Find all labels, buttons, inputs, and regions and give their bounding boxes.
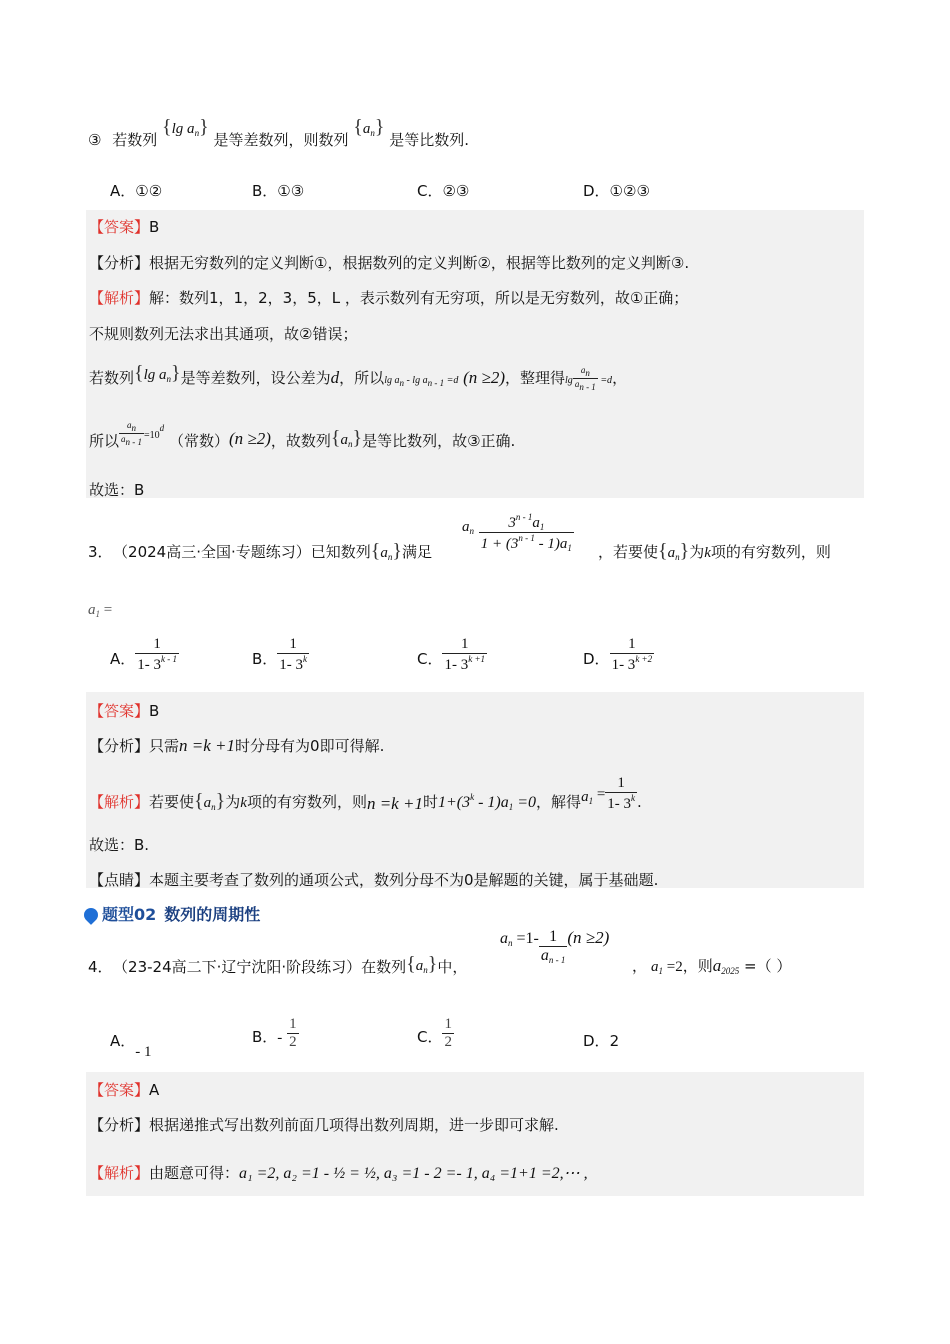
location-pin-icon — [81, 905, 101, 925]
q3-solution: 【解析】若要使$\{a_n\}$为k项的有穷数列，则n =k +1时$1+(3^k - 1)a_1 =0$，解得$a_1$ = $\frac{1}{1- 3^k}$ . — [89, 775, 642, 813]
q3-answer: 【答案】B — [89, 702, 160, 720]
option-d: D． $\frac{1}{1- 3^{k +2}}$ — [583, 636, 653, 673]
section-heading: 题型02 数列的周期性 — [84, 902, 260, 925]
q2-solution-line2: 不规则数列无法求出其通项，故②错误； — [89, 325, 358, 343]
option-a: A． $\frac{1}{1- 3^{k - 1}}$ — [110, 636, 178, 673]
q3-stem-tail: ，若要使$\{a_n\}$为k项的有穷数列，则 — [598, 540, 831, 562]
q4-recurrence: $a_n =1-$ $\frac{1}{a_{n - 1}}$ (n ≥2) — [500, 928, 610, 965]
option-d: D．①②③ — [583, 182, 650, 200]
q4-answer: 【答案】A — [89, 1081, 160, 1099]
option-b: B．①③ — [252, 182, 305, 200]
q4-solution: 【解析】由题意可得：a₁ =2, a₂ =1 - ½ = ½, a₃ =1 - 2 =- 1, a₄ =1+1 =2,⋯ , — [89, 1164, 588, 1182]
option-c: C． $\frac{1}{2}$ — [417, 1016, 452, 1050]
q2-solution-line3: 若数列{lg $a_n$}是等差数列，设公差为d，所以lg an - lg an - 1 =d (n ≥2)，整理得lg $\frac{an}{an - 1}$ =d， — [89, 362, 628, 392]
answer-tag: 【答案】 — [89, 702, 150, 720]
q4-stem-tail: ， $a_1 =2$，则$a_{2025}$ =（ ） — [632, 956, 792, 976]
q2-choose: 故选：B — [89, 481, 145, 499]
answer-tag: 【答案】 — [89, 218, 150, 236]
q2-solution-line1: 【解析】解：数列1，1，2，3，5，L ，表示数列有无穷项，所以是无穷数列，故①正确； — [89, 289, 689, 307]
option-b: B． $\frac{1}{1- 3^k}$ — [252, 636, 308, 673]
q4-stem: 4． （23-24高二下·辽宁沈阳·阶段练习）在数列$\{a_n\}$中， — [88, 953, 468, 976]
q3-formula: $a_n$ $\frac{3^{n - 1}a_1}{1 + (3^{n - 1} - 1)a_1}$ — [462, 512, 572, 553]
option-a: A．①② — [110, 182, 163, 200]
circled-number: ③ — [88, 131, 102, 149]
option-a: A．- 1 — [110, 1032, 152, 1060]
lg-an: $\lg a_n$ — [171, 121, 200, 138]
q2-solution-line4: 所以 $\frac{an}{an - 1}$ =10d （常数）(n ≥2)，故数列$\{a_n\}$是等比数列，故③正确. — [89, 420, 516, 450]
analysis-tag: 【分析】 — [89, 254, 150, 272]
q3-comment: 【点睛】本题主要考查了数列的通项公式，数列分母不为0是解题的关键，属于基础题. — [89, 871, 659, 889]
q3-analysis: 【分析】只需n =k +1时分母有为0即可得解. — [89, 736, 385, 755]
q3-stem: 3． （2024高三·全国·专题练习）已知数列$\{a_n\}$满足 — [88, 540, 432, 562]
q2-answer: 【答案】B — [89, 218, 160, 236]
option-d: D．2 — [583, 1032, 620, 1050]
q3-a1: $a_1$ = — [88, 602, 113, 619]
option-c: C． $\frac{1}{1- 3^{k +1}}$ — [417, 636, 486, 673]
option-b: B．- $\frac{1}{2}$ — [252, 1016, 297, 1050]
q4-analysis: 【分析】根据递推式写出数列前面几项得出数列周期，进一步即可求解. — [89, 1116, 559, 1134]
solution-tag: 【解析】 — [89, 289, 150, 307]
answer-tag: 【答案】 — [89, 1081, 150, 1099]
q2-item3: ③ 若数列 {lg $a_n$} 是等差数列，则数列 $\{a_n\}$ 是等比数列. — [88, 116, 470, 149]
option-c: C．②③ — [417, 182, 470, 200]
solution-tag: 【解析】 — [89, 792, 150, 811]
solution-tag: 【解析】 — [89, 1164, 150, 1182]
q3-choose: 故选：B. — [89, 836, 150, 854]
q2-analysis: 【分析】根据无穷数列的定义判断①，根据数列的定义判断②，根据等比数列的定义判断③. — [89, 254, 690, 272]
